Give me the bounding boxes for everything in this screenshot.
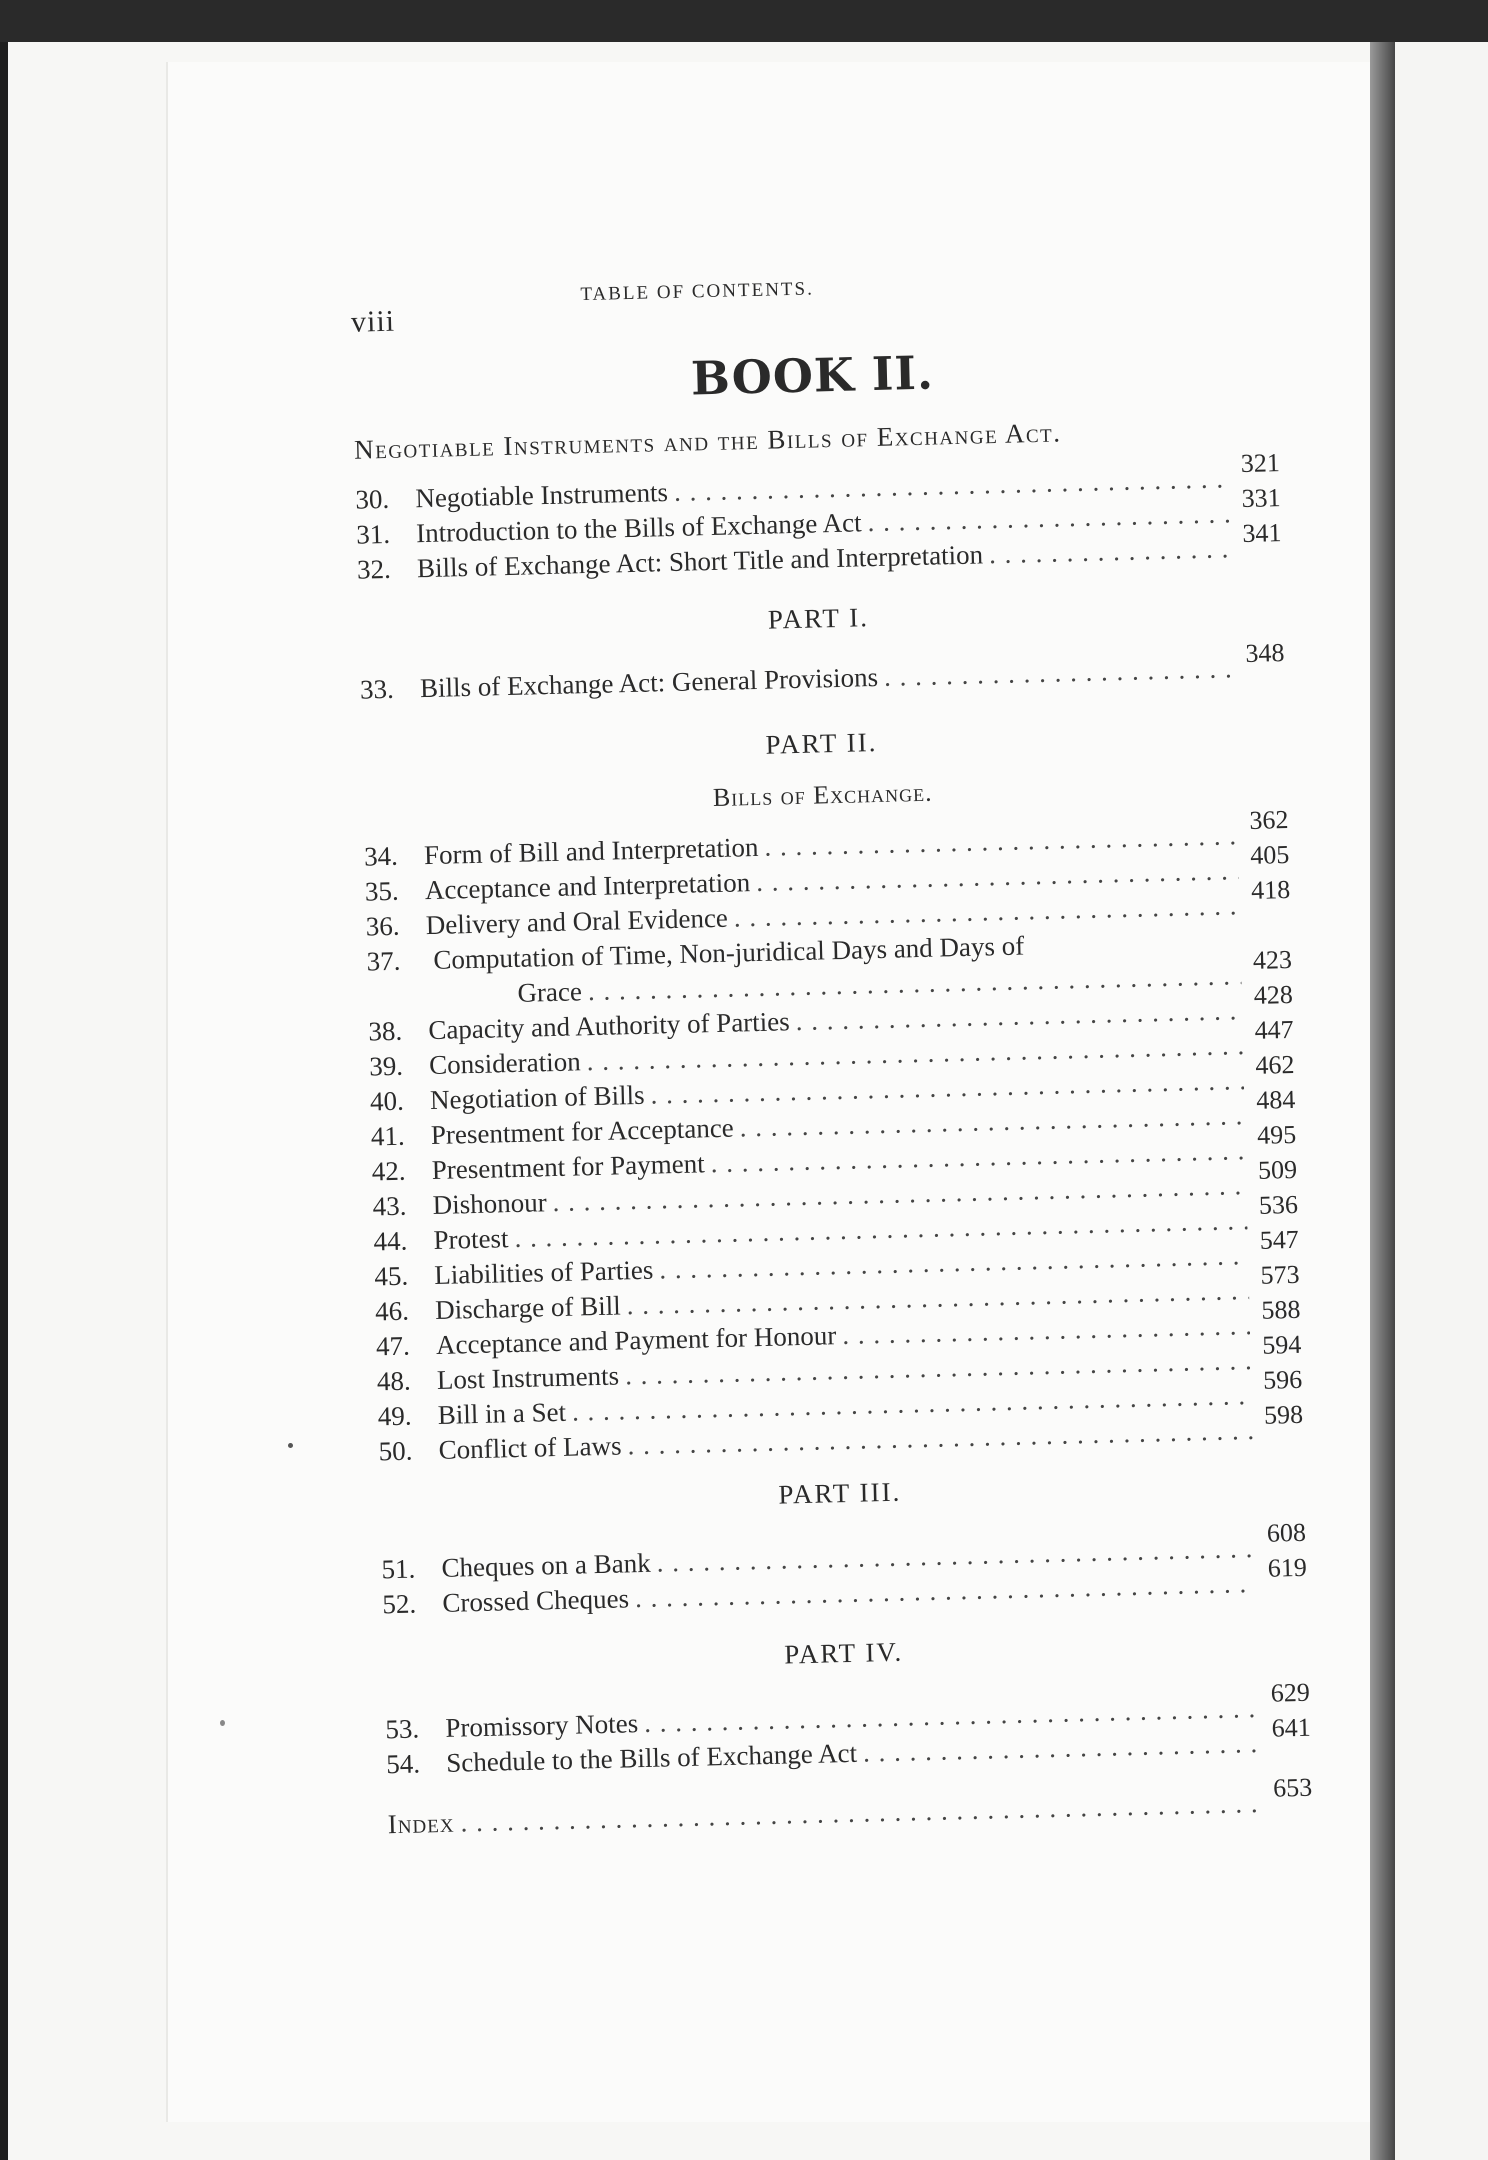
entry-page: 362 — [1249, 804, 1289, 835]
entry-title: Promissory Notes — [445, 1708, 639, 1743]
entry-title: Dishonour — [432, 1187, 547, 1221]
entry-title: Bills of Exchange Act: Short Title and Interpretation — [416, 539, 984, 584]
part-heading: PART II. — [765, 727, 878, 760]
entry-title-continuation: Grace — [517, 976, 583, 1008]
entry-number: 43. — [372, 1190, 407, 1222]
scan-top-border — [0, 0, 1488, 42]
entry-number: 39. — [368, 1050, 404, 1082]
entry-title: Form of Bill and Interpretation — [423, 831, 759, 871]
entry-page: 428 — [1253, 979, 1294, 1010]
entry-page: 573 — [1260, 1259, 1300, 1290]
entry-page: 418 — [1250, 874, 1291, 905]
entry-page: 484 — [1255, 1084, 1296, 1115]
entry-title: Consideration — [428, 1046, 582, 1081]
dot-leader — [989, 533, 1232, 570]
entry-page: 619 — [1267, 1552, 1308, 1583]
entry-page: 509 — [1257, 1154, 1298, 1185]
entry-number: 52. — [382, 1588, 417, 1620]
entry-page: 641 — [1271, 1712, 1312, 1743]
entry-page: 598 — [1263, 1399, 1304, 1430]
entry-title: Schedule to the Bills of Exchange Act — [445, 1737, 858, 1778]
entry-title: Protest — [433, 1223, 509, 1255]
scan-speck — [288, 1443, 293, 1448]
entry-title: Negotiation of Bills — [429, 1079, 645, 1116]
entry-number: 49. — [377, 1400, 412, 1432]
entry-title: Conflict of Laws — [438, 1430, 622, 1465]
index-page: 653 — [1272, 1772, 1313, 1803]
entry-number: 30. — [355, 483, 390, 515]
entry-number: 31. — [355, 518, 391, 550]
entry-title: Crossed Cheques — [441, 1583, 630, 1618]
entry-number: 48. — [376, 1365, 412, 1397]
entry-title: Acceptance and Payment for Honour — [435, 1320, 837, 1360]
entry-number: 45. — [373, 1260, 409, 1292]
entry-title: Presentment for Acceptance — [430, 1112, 735, 1151]
toc-content — [340, 257, 1319, 1879]
entry-number: 54. — [385, 1748, 421, 1780]
part-heading: PART III. — [777, 1476, 902, 1510]
entry-title: Bill in a Set — [437, 1396, 567, 1430]
entry-title: Liabilities of Parties — [433, 1254, 654, 1290]
entry-title: Delivery and Oral Evidence — [425, 902, 729, 941]
part-subheading: Bills of Exchange. — [712, 777, 933, 813]
entry-title: Computation of Time, Non-juridical Days and Days of — [433, 930, 1025, 975]
toc-entry — [359, 638, 1285, 710]
entry-number: 42. — [371, 1155, 406, 1187]
entry-page: 588 — [1261, 1294, 1301, 1325]
entry-number: 33. — [359, 673, 395, 705]
toc-index-entry — [387, 1772, 1313, 1845]
entry-page: 547 — [1259, 1224, 1300, 1255]
entry-title: Negotiable Instruments — [414, 477, 669, 514]
entry-title: Acceptance and Interpretation — [424, 867, 751, 906]
entry-title: Capacity and Authority of Parties — [427, 1006, 791, 1046]
scan-speck — [220, 1720, 225, 1726]
entry-page: 629 — [1270, 1677, 1311, 1708]
entry-number: 47. — [375, 1330, 411, 1362]
entry-page: 596 — [1262, 1364, 1303, 1395]
running-title: TABLE OF CONTENTS. — [580, 278, 815, 306]
part-heading: PART IV. — [783, 1636, 904, 1670]
entry-number: 38. — [368, 1015, 403, 1047]
entry-page: 405 — [1249, 839, 1290, 870]
book-subtitle: Negotiable Instruments and the Bills of Exchange Act. — [353, 417, 1062, 465]
entry-page: 495 — [1256, 1119, 1297, 1150]
entry-title: Bills of Exchange Act: General Provisions — [419, 661, 879, 704]
entry-number: 53. — [385, 1713, 420, 1745]
entry-number: 44. — [373, 1225, 408, 1257]
entry-page: 321 — [1240, 448, 1281, 479]
entry-page: 594 — [1261, 1329, 1302, 1360]
entry-page: 608 — [1266, 1517, 1307, 1548]
entry-number: 34. — [363, 840, 399, 872]
entry-title: Cheques on a Bank — [441, 1547, 652, 1583]
entry-page: 348 — [1245, 638, 1285, 668]
entry-number: 32. — [356, 553, 392, 585]
entry-page: 447 — [1254, 1014, 1294, 1045]
entry-number: 40. — [369, 1085, 405, 1117]
dot-leader — [884, 653, 1234, 693]
entry-number: 46. — [374, 1295, 410, 1327]
book-title: BOOK II. — [690, 345, 935, 406]
index-title: Index — [387, 1807, 455, 1840]
entry-title: Discharge of Bill — [434, 1290, 621, 1325]
entry-page: 341 — [1242, 518, 1282, 549]
entry-title: Lost Instruments — [436, 1360, 620, 1395]
entry-number: 50. — [378, 1435, 413, 1467]
entry-page: 536 — [1258, 1189, 1299, 1220]
entry-page: 462 — [1255, 1049, 1295, 1080]
entry-title: Introduction to the Bills of Exchange Act — [415, 507, 862, 549]
entry-number: 37. — [366, 945, 401, 977]
entry-number: 41. — [370, 1120, 406, 1152]
part-heading: PART I. — [767, 602, 870, 635]
dot-leader — [460, 1788, 1262, 1839]
page-number: viii — [350, 304, 396, 339]
entry-title: Presentment for Payment — [431, 1148, 706, 1186]
entry-number: 35. — [364, 875, 400, 907]
entry-number: 36. — [365, 910, 400, 942]
entry-page: 331 — [1241, 483, 1281, 514]
next-page-edge — [1395, 42, 1488, 2160]
entry-page: 423 — [1252, 944, 1293, 975]
entry-number: 51. — [381, 1553, 416, 1585]
